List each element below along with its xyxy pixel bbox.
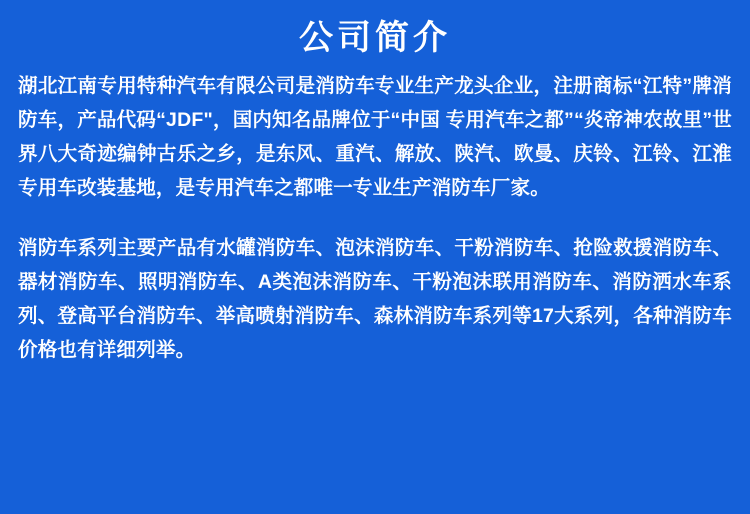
page-title: 公司简介: [299, 19, 451, 57]
company-description: [18, 69, 732, 367]
paragraph-2: 消防车系列主要产品有水罐消防车、泡沫消防车、干粉消防车、抢险救援消防车、器材消防车、照明消防车、A类泡沫消防车、干粉泡沫联用消防车、消防洒水车系列、登高平台消防车、举高喷射消防车、森林消防车系列等17大系列，各种消防车价格也有详细列举。: [18, 236, 732, 361]
paragraph-1: 湖北江南专用特种汽车有限公司是消防车专业生产龙头企业，注册商标“江特”牌消防车，产品代码“JDF"，国内知名品牌位于“中国 专用汽车之都”“炎帝神农故里”世界八大奇迹编钟古乐之乡，是东风、重汽、解放、陕汽、欧曼、庆铃、江铃、江淮专用车改装基地，是专用汽车之都唯一专业生产消防车厂家。: [18, 74, 732, 199]
